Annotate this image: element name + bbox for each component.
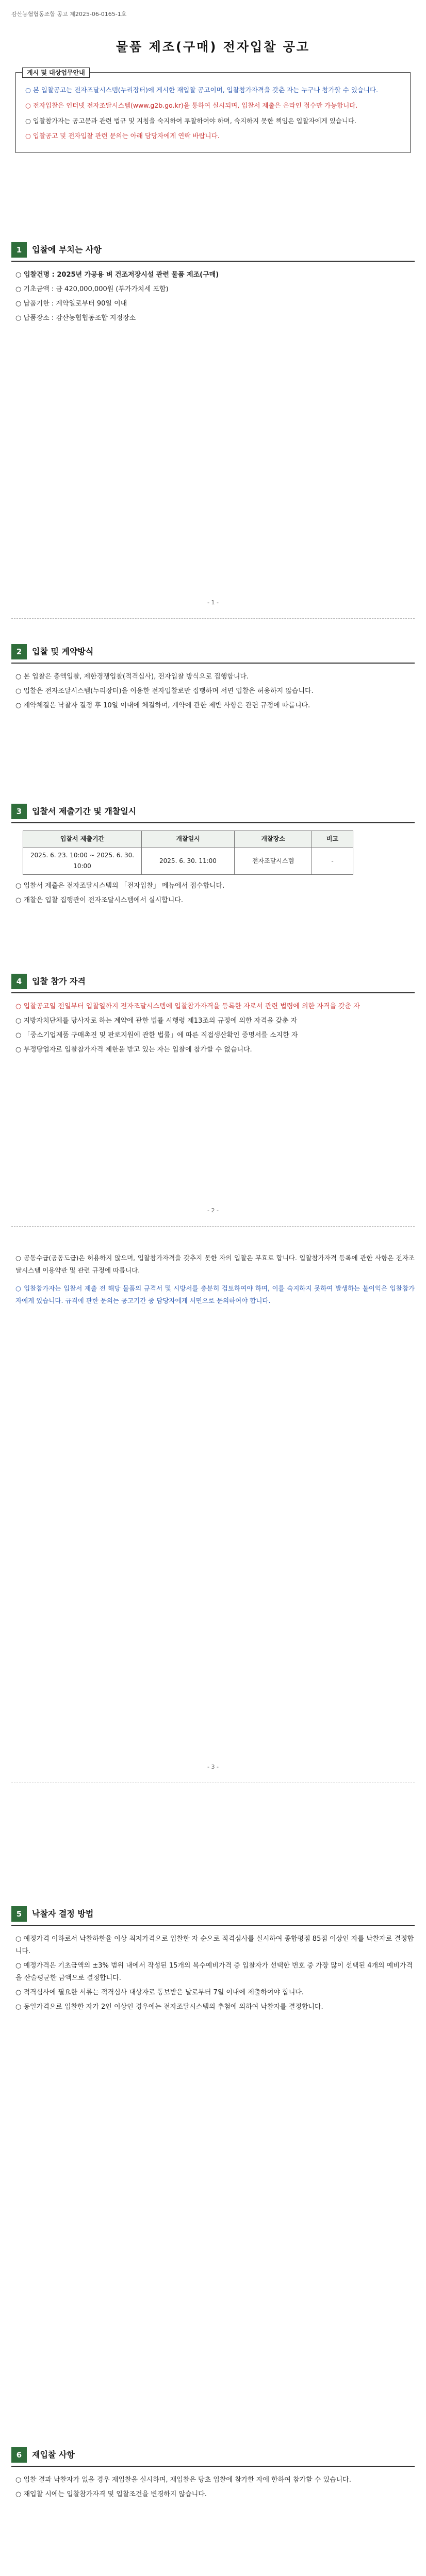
submission-note: ○ 입찰서 제출은 전자조달시스템의 「전자입찰」 메뉴에서 접수합니다.	[15, 882, 225, 890]
section-title: 입찰 참가 자격	[32, 976, 86, 986]
page-divider	[11, 1226, 415, 1227]
table-cell: -	[312, 848, 353, 875]
delivery-deadline: ○ 납품기한 : 계약일로부터 90일 이내	[15, 300, 127, 308]
rebid-rule-2: ○ 재입찰 시에는 입찰참가자격 및 입찰조건을 변경하지 않습니다.	[15, 2490, 207, 2499]
qualification-paragraph-2: ○ 입찰참가자는 입찰서 제출 전 해당 물품의 규격서 및 시방서를 충분히 검토하여야 하며, 이를 숙지하지 못하여 발생하는 불이익은 입찰참가자에게 있습니다. 규격에 관한 문의는 공고기간 중 담당자에게 서면으로 문의하여야 합니다.	[15, 1284, 415, 1305]
document-number: 감산농협협동조합 공고 제2025-06-0165-1호	[11, 11, 127, 18]
table-header: 입찰서 제출기간	[23, 831, 142, 848]
contract-method: ○ 본 입찰은 총액입찰, 제한경쟁입찰(적격심사), 전자입찰 방식으로 집행합니다.	[15, 673, 249, 681]
table-cell: 2025. 6. 23. 10:00 ~ 2025. 6. 30. 10:00	[23, 848, 142, 875]
table-header: 비고	[312, 831, 353, 848]
delivery-place: ○ 납품장소 : 감산농협협동조합 지정장소	[15, 314, 136, 323]
section-number: 2	[11, 644, 27, 659]
qualification-1: ○ 입찰공고일 전일부터 입찰일까지 전자조달시스템에 입찰참가자격을 등록한 자로서 관련 법령에 의한 자격을 갖춘 자	[15, 1003, 360, 1010]
page-number: - 1 -	[207, 599, 219, 606]
notice-label: 게시 및 대상업무안내	[22, 67, 90, 78]
table-header: 개찰장소	[235, 831, 312, 848]
electronic-bid-only: ○ 입찰은 전자조달시스템(누리장터)을 이용한 전자입찰로만 집행하며 서면 입찰은 허용하지 않습니다.	[15, 687, 314, 696]
table-header: 개찰일시	[142, 831, 235, 848]
qualification-paragraph-1: ○ 공동수급(공동도급)은 허용하지 않으며, 입찰참가자격을 갖추지 못한 자의 입찰은 무효로 합니다. 입찰참가자격 등록에 관한 사항은 전자조달시스템 이용약관 및 관련 규정에 따릅니다.	[15, 1254, 415, 1275]
section-title: 낙찰자 결정 방법	[32, 1909, 94, 1919]
page-number: - 3 -	[207, 1764, 219, 1770]
qualification-4: ○ 부정당업자로 입찰참가자격 제한을 받고 있는 자는 입찰에 참가할 수 없습니다.	[15, 1046, 252, 1054]
section-6	[11, 2447, 415, 2503]
opening-note: ○ 개찰은 입찰 집행관이 전자조달시스템에서 실시합니다.	[15, 896, 183, 905]
section-1	[11, 242, 415, 327]
section-title: 입찰에 부치는 사항	[32, 245, 102, 255]
section-2	[11, 644, 415, 714]
notice-line-3: ○ 입찰참가자는 공고문과 관련 법규 및 지침을 숙지하여 투찰하여야 하며, 숙지하지 못한 책임은 입찰자에게 있습니다.	[25, 116, 357, 125]
section-number: 4	[11, 974, 27, 989]
page-title: 물품 제조(구매) 전자입찰 공고	[116, 40, 310, 54]
notice-line-1: ○ 본 입찰공고는 전자조달시스템(누리장터)에 게시한 재입찰 공고이며, 입찰참가자격을 갖춘 자는 누구나 참가할 수 있습니다.	[25, 86, 379, 94]
rebid-rule-1: ○ 입찰 결과 낙찰자가 없을 경우 재입찰을 실시하며, 재입찰은 당초 입찰에 참가한 자에 한하여 참가할 수 있습니다.	[15, 2476, 351, 2484]
qualification-3: ○ 「중소기업제품 구매촉진 및 판로지원에 관한 법률」에 따른 직접생산확인 증명서를 소지한 자	[15, 1031, 298, 1040]
award-rule-2: ○ 예정가격은 기초금액의 ±3% 범위 내에서 작성된 15개의 복수예비가격 중 입찰자가 선택한 번호 중 가장 많이 선택된 4개의 예비가격을 산술평균한 금액으로 결정합니다.	[15, 1962, 413, 1982]
schedule-table	[23, 831, 353, 875]
award-rule-3: ○ 적격심사에 필요한 서류는 적격심사 대상자로 통보받은 날로부터 7일 이내에 제출하여야 합니다.	[15, 1989, 304, 1997]
section-title: 재입찰 사항	[32, 2450, 75, 2460]
table-cell: 전자조달시스템	[235, 848, 312, 875]
section-number: 1	[11, 242, 27, 258]
contract-signing: ○ 계약체결은 낙찰자 결정 후 10일 이내에 체결하며, 계약에 관한 제반 사항은 관련 규정에 따릅니다.	[15, 702, 310, 710]
qualification-2: ○ 지방자치단체를 당사자로 하는 계약에 관한 법률 시행령 제13조의 규정에 의한 자격을 갖춘 자	[15, 1017, 298, 1025]
section-number: 6	[11, 2447, 27, 2463]
section-4-continued	[11, 1252, 415, 1313]
bid-name: ○ 입찰건명 : 2025년 가공용 벼 건조저장시설 관련 물품 제조(구매)	[15, 271, 219, 279]
section-5	[11, 1906, 415, 2015]
page-number: - 2 -	[207, 1207, 219, 1214]
section-3	[11, 804, 415, 909]
section-title: 입찰 및 계약방식	[32, 647, 94, 656]
base-price: ○ 기초금액 : 금 420,000,000원 (부가가치세 포함)	[15, 285, 169, 294]
section-4	[11, 974, 415, 1058]
notice-line-2: ○ 전자입찰은 인터넷 전자조달시스템(www.g2b.go.kr)을 통하여 실시되며, 입찰서 제출은 온라인 접수만 가능합니다.	[25, 101, 358, 109]
award-rule-1: ○ 예정가격 이하로서 낙찰하한율 이상 최저가격으로 입찰한 자 순으로 적격심사를 실시하여 종합평점 85점 이상인 자를 낙찰자로 결정합니다.	[15, 1935, 414, 1956]
notice-box	[15, 69, 411, 153]
page-divider	[11, 618, 415, 619]
notice-line-4: ○ 입찰공고 및 전자입찰 관련 문의는 아래 담당자에게 연락 바랍니다.	[25, 132, 220, 140]
section-number: 3	[11, 804, 27, 819]
section-number: 5	[11, 1906, 27, 1922]
award-rule-4: ○ 동일가격으로 입찰한 자가 2인 이상인 경우에는 전자조달시스템의 추첨에 의하여 낙찰자를 결정합니다.	[15, 2003, 323, 2011]
table-cell: 2025. 6. 30. 11:00	[142, 848, 235, 875]
section-title: 입찰서 제출기간 및 개찰일시	[32, 806, 137, 816]
